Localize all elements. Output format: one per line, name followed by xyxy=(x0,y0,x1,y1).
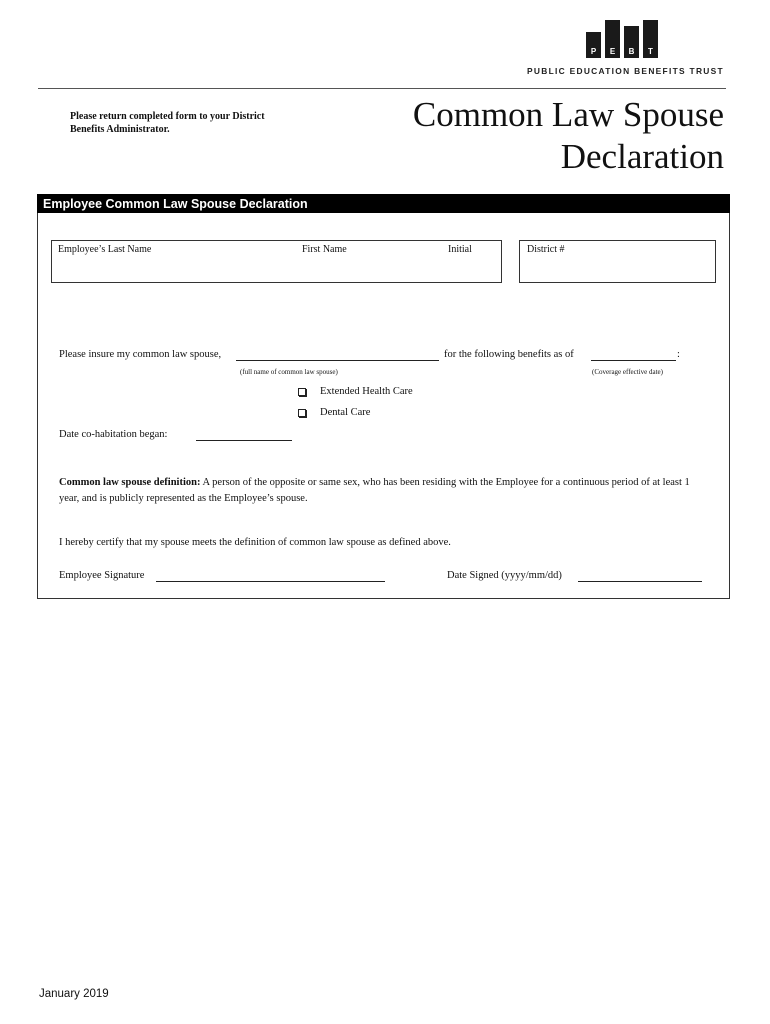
spouse-name-line[interactable] xyxy=(236,360,439,361)
coverage-date-hint: (Coverage effective date) xyxy=(592,368,663,376)
insure-text: Please insure my common law spouse, xyxy=(59,349,222,360)
signature-line[interactable] xyxy=(156,581,385,582)
initial-label: Initial xyxy=(448,244,472,255)
spouse-name-hint: (full name of common law spouse) xyxy=(240,368,338,376)
pebt-logo xyxy=(586,20,660,58)
logo-bar-e: E xyxy=(605,20,620,58)
form-title xyxy=(380,94,724,178)
form-title-line2: Declaration xyxy=(560,137,724,176)
colon-mark: : xyxy=(677,349,680,360)
form-title-line1: Common Law Spouse xyxy=(412,95,724,134)
definition-paragraph xyxy=(59,475,711,507)
benefits-text: for the following benefits as of xyxy=(444,349,574,360)
organization-name: PUBLIC EDUCATION BENEFITS TRUST xyxy=(527,66,724,76)
section-title: Employee Common Law Spouse Declaration xyxy=(43,197,308,211)
extended-health-checkbox[interactable] xyxy=(298,388,306,396)
header-divider xyxy=(38,88,726,89)
district-label: District # xyxy=(527,244,565,255)
dental-label: Dental Care xyxy=(320,407,371,418)
date-signed-label: Date Signed (yyyy/mm/dd) xyxy=(447,570,562,581)
return-instructions: Please return completed form to your District Benefits Administrator. xyxy=(70,111,265,135)
date-signed-line[interactable] xyxy=(578,581,702,582)
certify-text: I hereby certify that my spouse meets the definition of common law spouse as defined above. xyxy=(59,537,451,548)
logo-bar-t: T xyxy=(643,20,658,58)
first-name-label: First Name xyxy=(302,244,347,255)
extended-health-label: Extended Health Care xyxy=(320,386,413,397)
footer-date: January 2019 xyxy=(39,988,109,1000)
signature-label: Employee Signature xyxy=(59,570,145,581)
last-name-label: Employee’s Last Name xyxy=(58,244,152,255)
dental-checkbox[interactable] xyxy=(298,409,306,417)
logo-bar-p: P xyxy=(586,32,601,58)
coverage-date-line[interactable] xyxy=(591,360,676,361)
section-header xyxy=(37,194,730,213)
logo-bar-b: B xyxy=(624,26,639,58)
definition-text: A person of the opposite or same sex, who has been residing with the Employee for a continuous period of at least 1 year, and is publicly represented as the Employee’s spouse. xyxy=(59,477,690,504)
definition-label: Common law spouse definition: xyxy=(59,477,201,488)
cohabitation-label: Date co-habitation began: xyxy=(59,429,168,440)
cohabitation-date-line[interactable] xyxy=(196,440,292,441)
